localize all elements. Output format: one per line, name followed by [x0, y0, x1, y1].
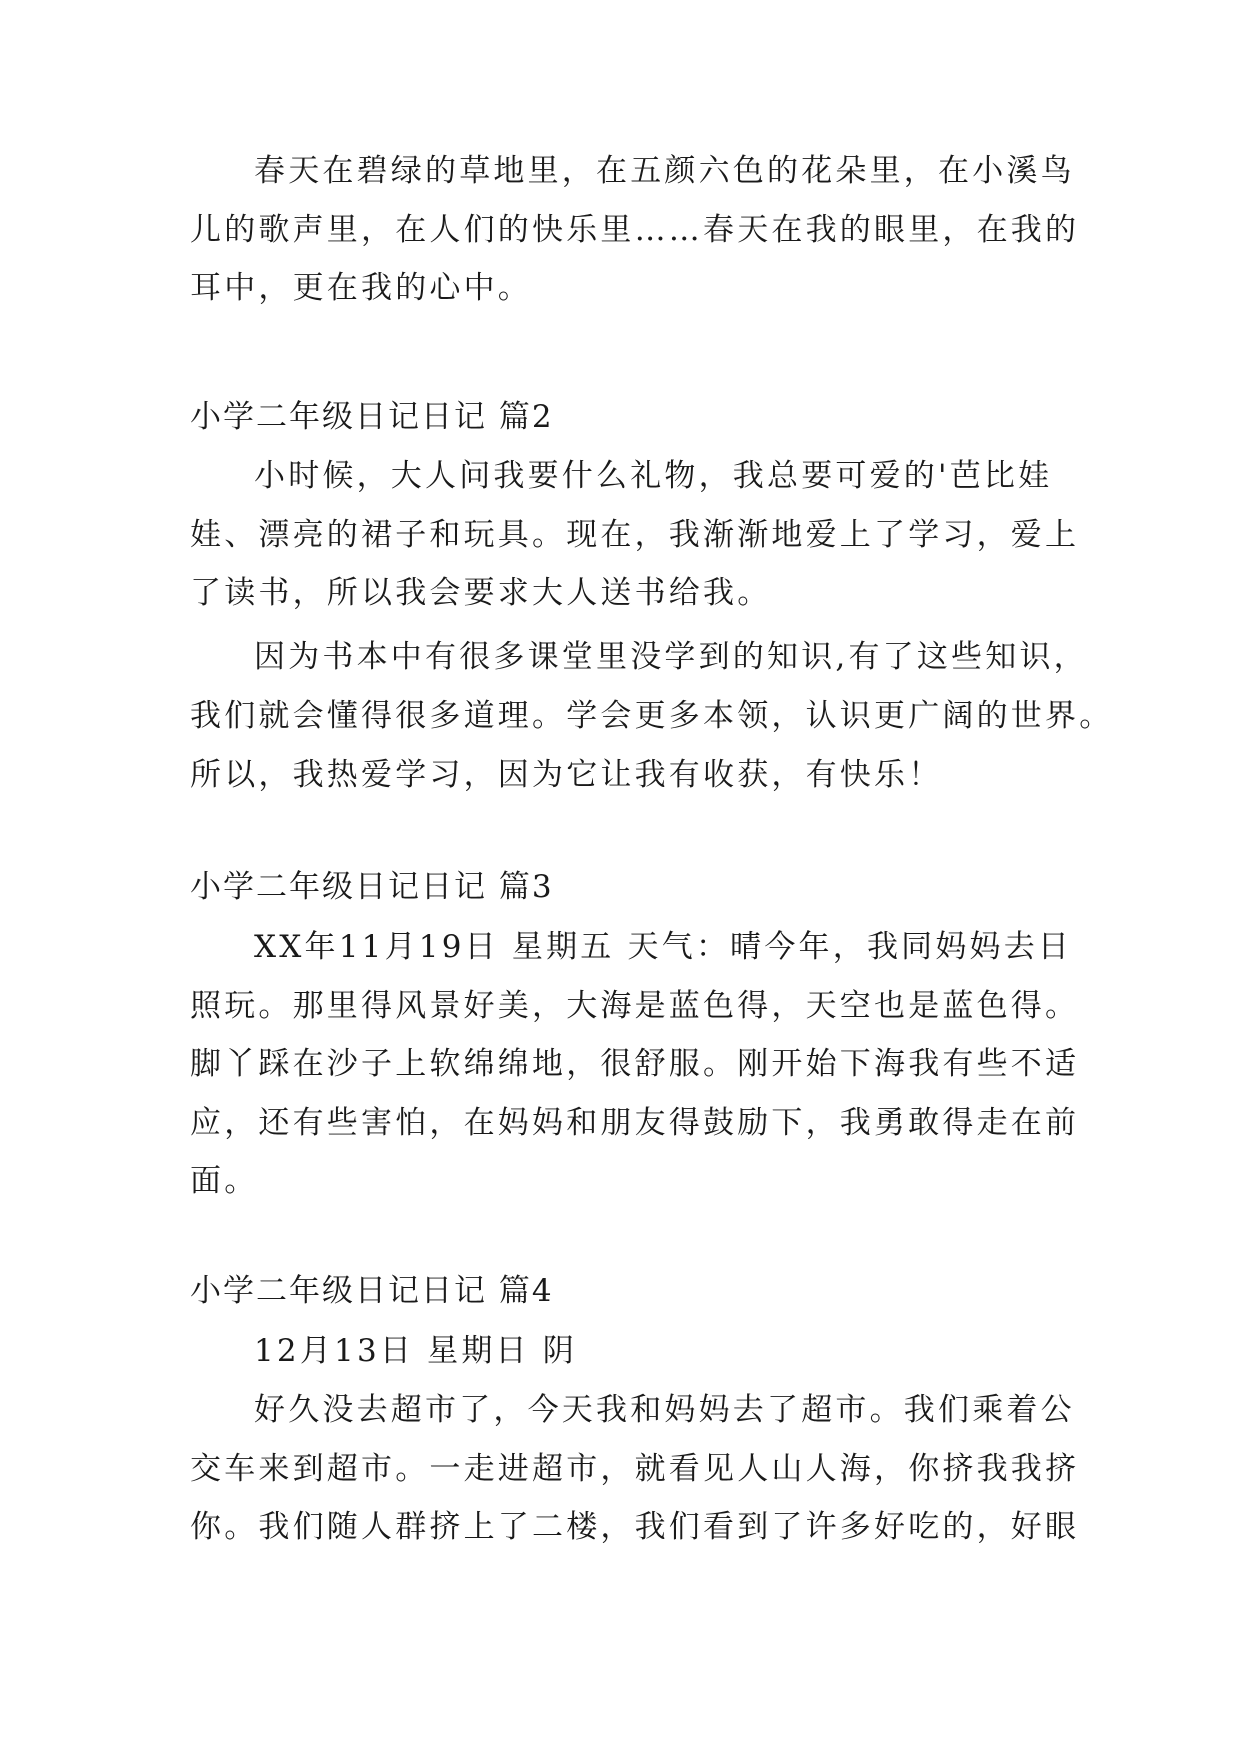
- paragraph-line: 娃、漂亮的裙子和玩具。现在，我渐渐地爱上了学习，爱上: [190, 517, 1080, 553]
- section-heading: 小学二年级日记日记 篇3: [190, 869, 554, 905]
- paragraph-line: XX年11月19日 星期五 天气：晴今年，我同妈妈去日: [254, 929, 1073, 965]
- paragraph-line: 面。: [190, 1163, 259, 1199]
- paragraph-line: 应，还有些害怕，在妈妈和朋友得鼓励下，我勇敢得走在前: [190, 1105, 1080, 1141]
- paragraph-line: 了读书，所以我会要求大人送书给我。: [190, 575, 772, 611]
- paragraph-line: 照玩。那里得风景好美，大海是蓝色得，天空也是蓝色得。: [190, 988, 1080, 1024]
- paragraph-line: 脚丫踩在沙子上软绵绵地，很舒服。刚开始下海我有些不适: [190, 1046, 1080, 1082]
- paragraph-line: 好久没去超市了，今天我和妈妈去了超市。我们乘着公: [254, 1392, 1075, 1428]
- paragraph-line: 交车来到超市。一走进超市，就看见人山人海，你挤我我挤: [190, 1451, 1080, 1487]
- paragraph-line: 小时候，大人问我要什么礼物，我总要可爱的'芭比娃: [254, 458, 1053, 494]
- section-heading: 小学二年级日记日记 篇4: [190, 1273, 554, 1309]
- paragraph-line: 春天在碧绿的草地里，在五颜六色的花朵里，在小溪鸟: [254, 153, 1075, 189]
- paragraph-line: 儿的歌声里，在人们的快乐里……春天在我的眼里，在我的: [190, 212, 1080, 248]
- paragraph-line: 12月13日 星期日 阴: [254, 1333, 577, 1369]
- section-heading: 小学二年级日记日记 篇2: [190, 399, 554, 435]
- paragraph-line: 因为书本中有很多课堂里没学到的知识,有了这些知识，: [254, 639, 1088, 675]
- paragraph-line: 我们就会懂得很多道理。学会更多本领，认识更广阔的世界。: [190, 698, 1114, 734]
- paragraph-line: 你。我们随人群挤上了二楼，我们看到了许多好吃的，好眼: [190, 1509, 1080, 1545]
- paragraph-line: 所以，我热爱学习，因为它让我有收获，有快乐！: [190, 757, 943, 793]
- paragraph-line: 耳中，更在我的心中。: [190, 270, 532, 306]
